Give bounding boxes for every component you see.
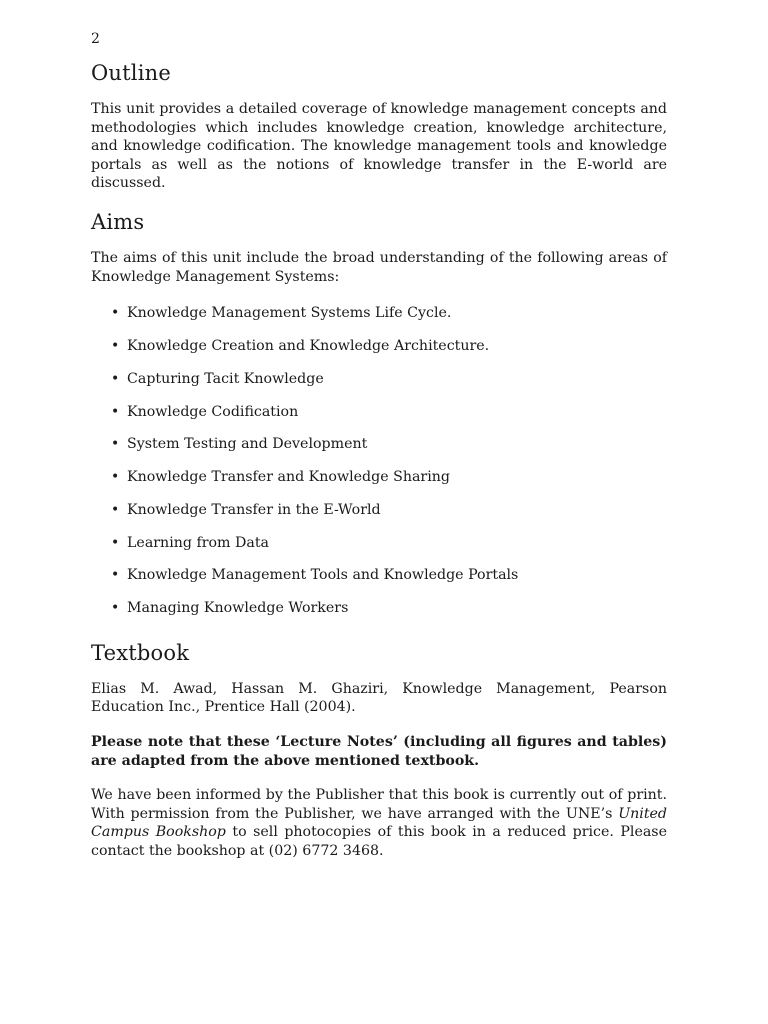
bullet-icon: • — [111, 600, 120, 617]
list-item — [111, 370, 667, 389]
textbook-section — [91, 640, 667, 861]
list-item — [111, 534, 667, 553]
list-item — [111, 337, 667, 356]
aims-item-text: System Testing and Development — [127, 436, 368, 453]
bullet-icon: • — [111, 436, 120, 453]
list-item — [111, 403, 667, 422]
list-item — [111, 304, 667, 323]
aims-list — [91, 304, 667, 618]
aims-item-text: Knowledge Codification — [127, 403, 299, 420]
aims-item-text: Knowledge Management Systems Life Cycle. — [127, 305, 452, 322]
textbook-citation: Elias M. Awad, Hassan M. Ghaziri, Knowledge Management, Pearson Education Inc., Prentice Hall (2004). — [91, 680, 667, 716]
bullet-icon: • — [111, 534, 120, 551]
aims-item-text: Learning from Data — [127, 534, 269, 551]
aims-item-text: Knowledge Management Tools and Knowledge Portals — [127, 567, 519, 584]
bullet-icon: • — [111, 567, 120, 584]
bullet-icon: • — [111, 501, 120, 518]
bookshop-name: United Campus Bookshop — [91, 805, 667, 841]
list-item — [111, 501, 667, 520]
list-item — [111, 468, 667, 487]
aims-item-text: Managing Knowledge Workers — [127, 600, 349, 617]
list-item — [111, 599, 667, 618]
textbook-heading: Textbook — [91, 640, 190, 665]
bullet-icon: • — [111, 403, 120, 420]
list-item — [111, 566, 667, 585]
outline-heading: Outline — [91, 61, 171, 85]
aims-item-text: Capturing Tacit Knowledge — [127, 370, 324, 387]
list-item — [111, 435, 667, 454]
availability-paragraph — [91, 786, 667, 860]
outline-body: This unit provides a detailed coverage of knowledge management concepts and methodologies which includes knowledge creation, knowledge architecture, and knowledge codification. The knowledge management tools and knowledge portals as well as the notions of knowledge transfer in the E-world are discussed. — [91, 101, 667, 192]
bullet-icon: • — [111, 337, 120, 354]
availability-text-start: We have been informed by the Publisher that this book is currently out of print. With permission from the Publisher, we have arranged with the UNE’s — [91, 787, 667, 822]
bullet-icon: • — [111, 370, 120, 387]
aims-item-text: Knowledge Creation and Knowledge Architecture. — [127, 337, 490, 354]
bullet-icon: • — [111, 305, 120, 322]
aims-heading: Aims — [91, 209, 145, 234]
page-number: 2 — [91, 31, 100, 47]
document-page — [91, 30, 667, 877]
aims-item-text: Knowledge Transfer in the E-World — [127, 501, 381, 518]
aims-intro: The aims of this unit include the broad understanding of the following areas of Knowledge Management Systems: — [91, 249, 667, 285]
outline-section — [91, 60, 667, 193]
aims-item-text: Knowledge Transfer and Knowledge Sharing — [127, 469, 450, 486]
aims-section — [91, 209, 667, 618]
availability-text-end: to sell photocopies of this book in a reduced price. Please contact the bookshop at (02) 6772 3468. — [91, 824, 667, 859]
bullet-icon: • — [111, 469, 120, 486]
lecture-notes-note: Please note that these ‘Lecture Notes’ (including all figures and tables) are adapted from the above mentioned textbook. — [91, 733, 667, 769]
